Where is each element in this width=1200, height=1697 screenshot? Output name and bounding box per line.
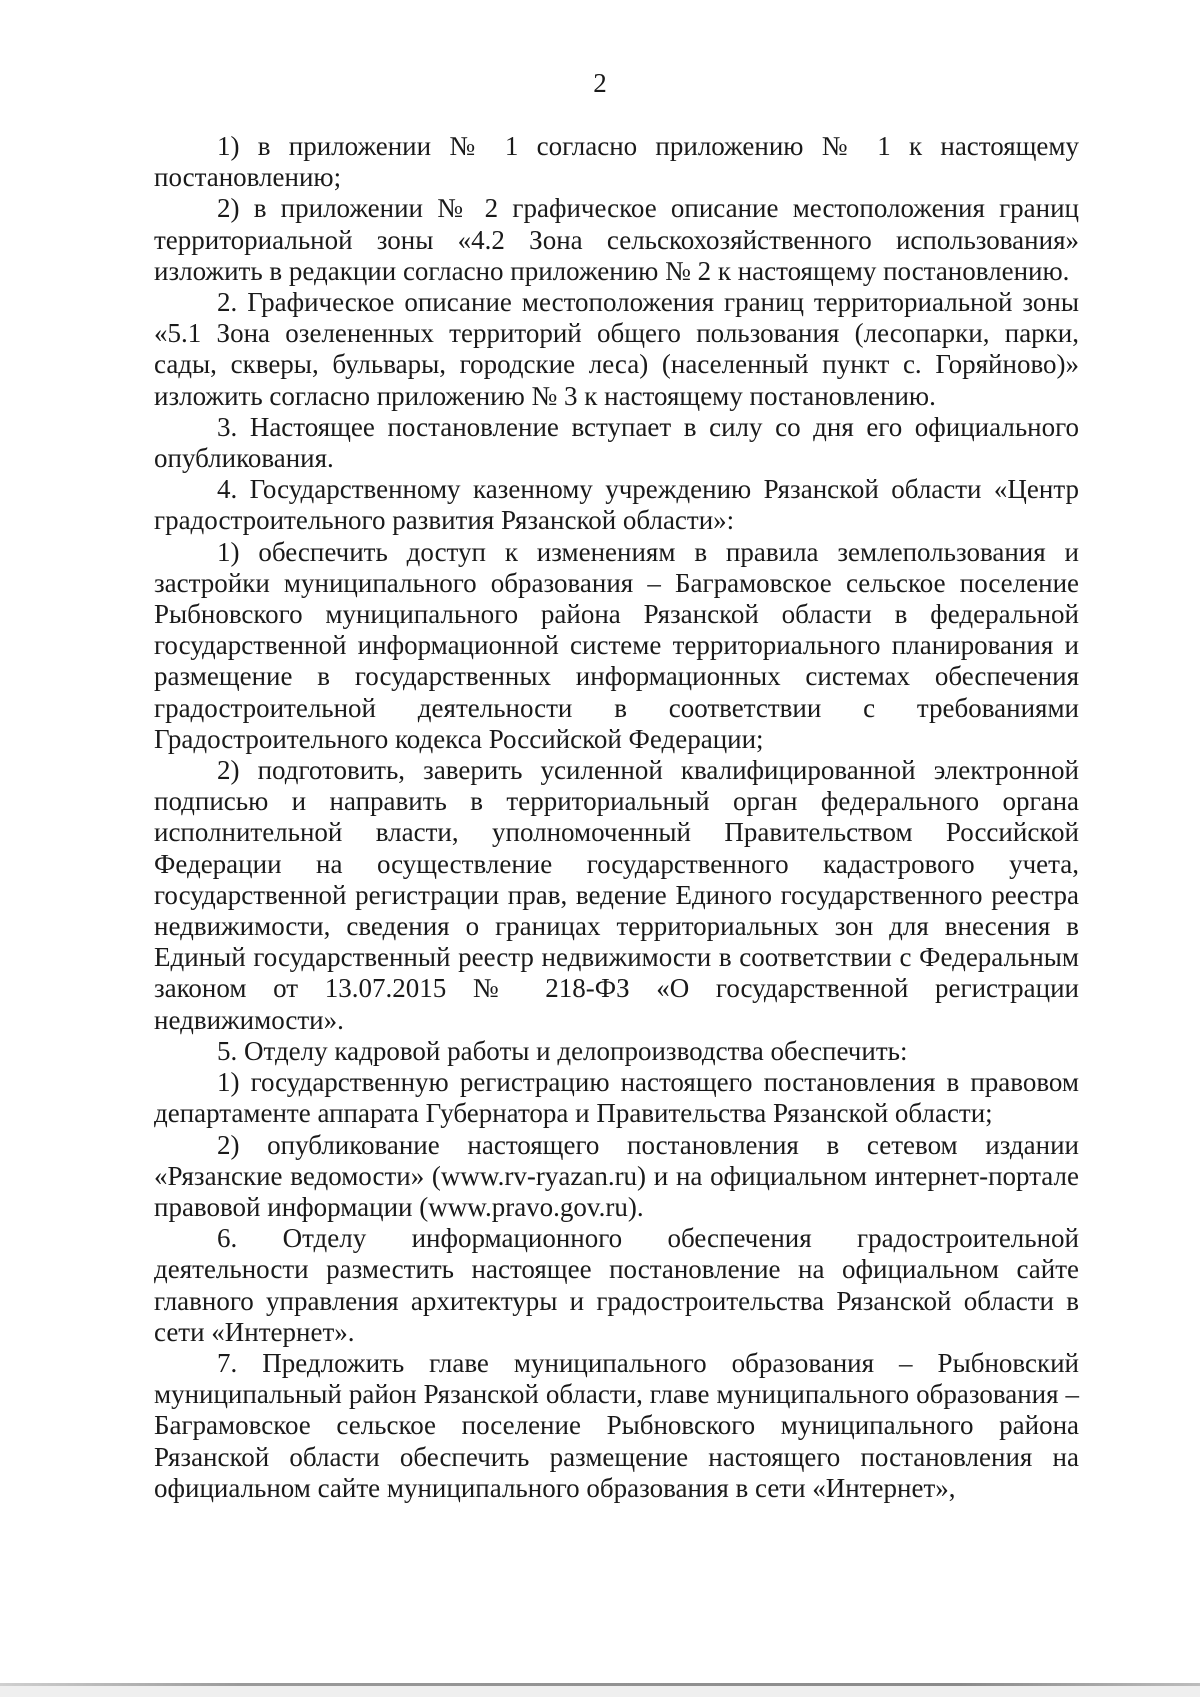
paragraph: 1) в приложении № 1 согласно приложению № 1 к настоящему постановлению; (154, 131, 1079, 193)
document-body (154, 131, 1079, 1504)
paragraph: 7. Предложить главе муниципального образования – Рыбновский муниципальный район Рязанской области, главе муниципального образования – Баграмовское сельское поселение Рыбновского муниципального района Рязанской области обеспечить размещение настоящего постановления на официальном сайте муниципального образования в сети «Интернет», (154, 1347, 1079, 1503)
paragraph: 6. Отделу информационного обеспечения градостроительной деятельности разместить настоящее постановление на официальном сайте главного управления архитектуры и градостроительства Рязанской области в сети «Интернет». (154, 1223, 1079, 1347)
paragraph: 2) в приложении № 2 графическое описание местоположения границ территориальной зоны «4.2 Зона сельскохозяйственного использования» изложить в редакции согласно приложению № 2 к настоящему постановлению. (154, 193, 1079, 286)
paragraph: 1) государственную регистрацию настоящего постановления в правовом департаменте аппарата Губернатора и Правительства Рязанской области; (154, 1067, 1079, 1129)
paragraph: 2) подготовить, заверить усиленной квалифицированной электронной подписью и направить в территориальный орган федерального органа исполнительной власти, уполномоченный Правительством Российской Федерации на осуществление государственного кадастрового учета, государственной регистрации прав, ведение Единого государственного реестра недвижимости, сведения о границах территориальных зон для внесения в Единый государственный реестр недвижимости в соответствии с Федеральным законом от 13.07.2015 № 218-ФЗ «О государственной регистрации недвижимости». (154, 755, 1079, 1035)
page-number: 2 (593, 68, 607, 98)
scan-shadow (0, 1686, 1200, 1697)
paragraph: 2) опубликование настоящего постановления в сетевом издании «Рязанские ведомости» (www.rv-ryazan.ru) и на официальном интернет-портале правовой информации (www.pravo.gov.ru). (154, 1129, 1079, 1222)
paragraph: 1) обеспечить доступ к изменениям в правила землепользования и застройки муниципального образования – Баграмовское сельское поселение Рыбновского муниципального района Рязанской области в федеральной государственной информационной системе территориального планирования и размещение в государственных информационных системах обеспечения градостроительной деятельности в соответствии с требованиями Градостроительного кодекса Российской Федерации; (154, 536, 1079, 754)
paragraph: 4. Государственному казенному учреждению Рязанской области «Центр градостроительного развития Рязанской области»: (154, 474, 1079, 536)
paragraph: 5. Отделу кадровой работы и делопроизводства обеспечить: (217, 1035, 908, 1066)
paragraph: 3. Настоящее постановление вступает в силу со дня его официального опубликования. (154, 411, 1079, 474)
paragraph: 2. Графическое описание местоположения границ территориальной зоны «5.1 Зона озелененных территорий общего пользования (лесопарки, парки, сады, скверы, бульвары, городские леса) (населенный пункт с. Горяйново)» изложить согласно приложению № 3 к настоящему постановлению. (154, 287, 1079, 411)
